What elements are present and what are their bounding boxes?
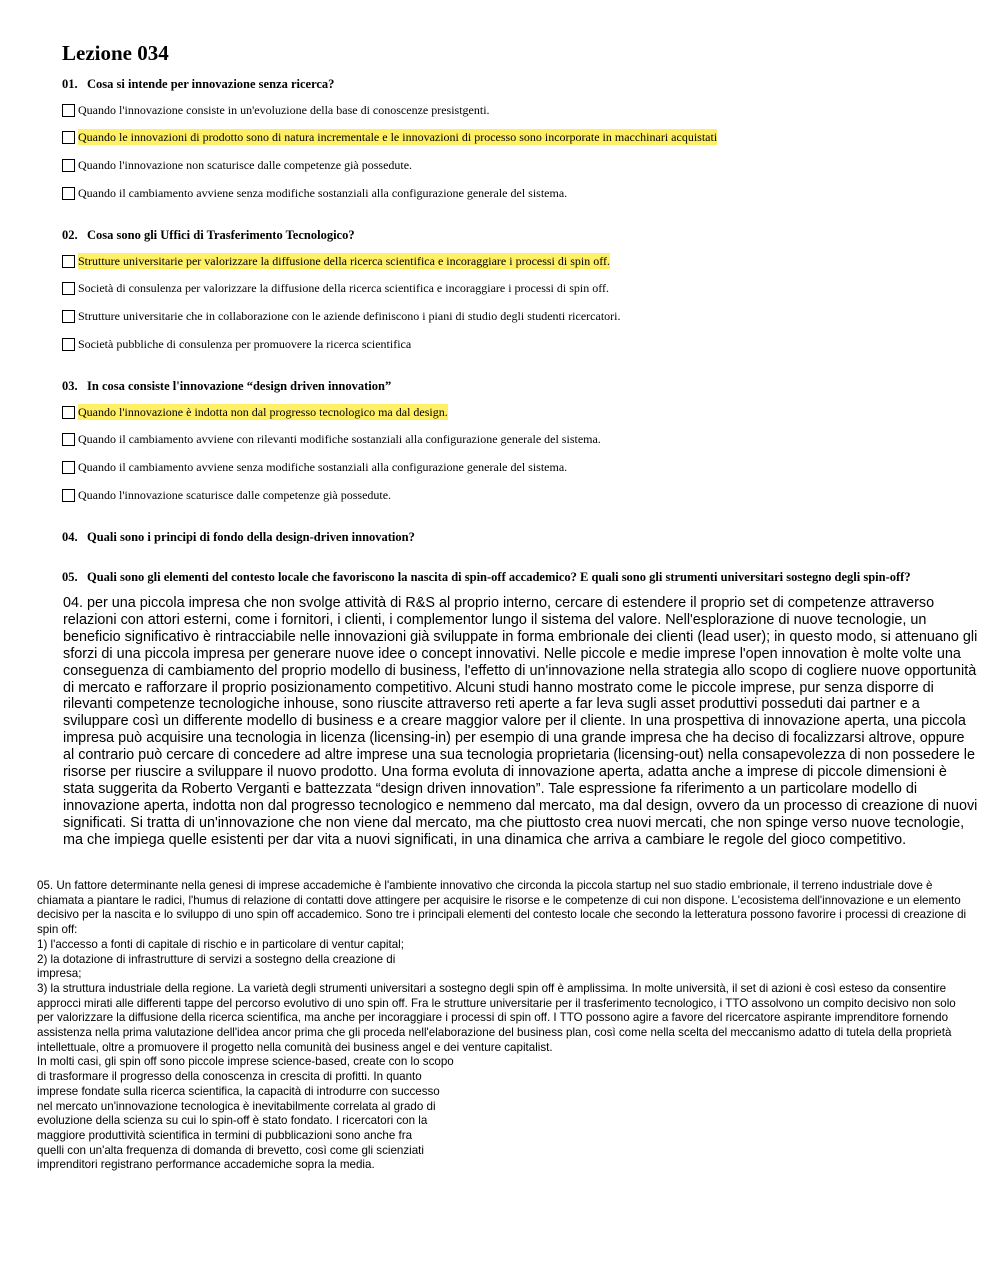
answer-option[interactable] xyxy=(62,102,490,118)
question-number: 05. xyxy=(62,570,78,584)
answer-option[interactable] xyxy=(62,157,412,173)
answer-05-line: 1) l'accesso a fonti di capitale di rischio e in particolare di ventur capital; xyxy=(37,937,404,951)
checkbox[interactable] xyxy=(62,104,75,117)
option-text-highlighted: Quando l'innovazione è indotta non dal progresso tecnologico ma dal design. xyxy=(78,405,448,419)
option-text-highlighted: Quando le innovazioni di prodotto sono di natura incrementale e le innovazioni di processo sono incorporate in macchinari acquistati xyxy=(78,130,718,144)
option-text: Strutture universitarie che in collaborazione con le aziende definiscono i piani di studio degli studenti ricercatori. xyxy=(78,309,621,323)
option-text: Quando l'innovazione non scaturisce dalle competenze già possedute. xyxy=(78,158,413,172)
question-text: Cosa si intende per innovazione senza ricerca? xyxy=(87,77,335,91)
checkbox[interactable] xyxy=(62,255,75,268)
lesson-title: Lezione 034 xyxy=(62,41,169,65)
answer-05-line: maggiore produttività scientifica in termini di pubblicazioni sono anche fra xyxy=(37,1128,413,1142)
question-text: In cosa consiste l'innovazione “design driven innovation” xyxy=(87,379,392,393)
answer-option[interactable] xyxy=(62,308,620,324)
checkbox[interactable] xyxy=(62,159,75,172)
answer-option[interactable] xyxy=(62,459,567,475)
answer-option-correct[interactable] xyxy=(62,129,717,145)
option-text-highlighted: Strutture universitarie per valorizzare la diffusione della ricerca scientifica e incoraggiare i processi di spin off. xyxy=(78,254,611,268)
checkbox[interactable] xyxy=(62,187,75,200)
checkbox[interactable] xyxy=(62,310,75,323)
answer-05-text xyxy=(37,879,972,1173)
answer-option-correct[interactable] xyxy=(62,253,610,269)
answer-05-line: imprese fondate sulla ricerca scientifica, la capacità di introdurre con successo xyxy=(37,1084,440,1098)
answer-option[interactable] xyxy=(62,185,567,201)
answer-04-text: 04. per una piccola impresa che non svolge attività di R&S al proprio interno, cercare di estendere il proprio set di competenze attraverso relazioni con attori esterni, come i fornitori, i clienti, i complementor lungo il sistema del valore. Nell'esplorazione di nuove tecnologie, un beneficio significativo è rintracciabile nelle innovazioni già sviluppate in forma embrionale dei clienti (lead user); in questo modo, si attenuano gli sforzi di una piccola impresa per generare nuove idee o concept innovativi. Nelle piccole e medie imprese l'open innovation è molte volte una conseguenza di cambiamento del proprio modello di business, l'effetto di un'innovazione nella strategia allo scopo di cogliere nuove opportunità di mercato e rafforzare il proprio posizionamento competitivo. Alcuni studi hanno mostrato come le piccole imprese, pur senza disporre di rilevanti competenze tecnologiche inhouse, sono riuscite attraverso reti aperte a far leva sugli asset produttivi posseduti dai partner e a sviluppare così un differente modello di business e a creare maggior valore per il cliente. In una prospettiva di innovazione aperta, una piccola impresa può acquisire una tecnologia in licenza (licensing-in) per esempio di una grande impresa che ha deciso di focalizzarsi altrove, oppure al contrario può cercare di concedere ad altre imprese una sua tecnologia proprietaria (licensing-out) nella consapevolezza di non possedere le risorse per riuscire a sviluppare il nuovo prodotto. Una forma evoluta di innovazione aperta, adatta anche a imprese di piccole dimensioni è stata suggerita da Roberto Verganti e battezzata “design driven innovation”. Tale espressione fa riferimento a un particolare modello di innovazione aperta, indotta non dal progresso tecnologico e nemmeno dal mercato, ma dal design, ovvero da un processo di creazione di nuovi significati. Si tratta di un'innovazione che non viene dal mercato, ma che piuttosto crea nuovi mercati, che non spinge verso nuove tecnologie, ma che impiega quelle esistenti per dar vita a nuovi significati, in una dinamica che arriva a cambiare le regole del gioco competitivo. xyxy=(63,595,978,848)
option-text: Società pubbliche di consulenza per promuovere la ricerca scientifica xyxy=(78,337,412,351)
question-number: 01. xyxy=(62,77,78,91)
answer-option[interactable] xyxy=(62,487,391,503)
checkbox[interactable] xyxy=(62,131,75,144)
answer-05-line: impresa; xyxy=(37,967,82,981)
option-text: Quando il cambiamento avviene con rilevanti modifiche sostanziali alla configurazione generale del sistema. xyxy=(78,432,601,446)
answer-option[interactable] xyxy=(62,280,609,296)
question-03-heading xyxy=(62,378,391,394)
question-number: 04. xyxy=(62,530,78,544)
option-text: Quando l'innovazione scaturisce dalle competenze già possedute. xyxy=(78,488,392,502)
answer-05-line: nel mercato un'innovazione tecnologica è inevitabilmente correlata al grado di xyxy=(37,1099,436,1113)
answer-option[interactable] xyxy=(62,336,411,352)
answer-05-paragraph: 05. Un fattore determinante nella genesi di imprese accademiche è l'ambiente innovativo che circonda la piccola startup nel suo stadio embrionale, il terreno industriale dove è chiamata a piantare le radici, l'humus di relazione di contatti dove attingere per acquisire le risorse e le competenze di cui non dispone. L'ecosistema dell'innovazione e un elemento decisivo per la nascita e lo sviluppo di uno spin off accademico. Sono tre i principali elementi del contesto locale che secondo la letteratura possono favorire i processi di creazione di spin off: xyxy=(37,879,967,937)
answer-05-paragraph: 3) la struttura industriale della regione. La varietà degli strumenti universitari a sostegno degli spin off è amplissima. In molte università, il set di azioni è così esteso da consentire approcci mirati alle differenti tappe del percorso evolutivo di uno spin off. Fra le strutture universitarie per il trasferimento tecnologico, i TTO assolvono un compito decisivo non solo per valorizzare la diffusione della ricerca scientifica, ma anche per incoraggiare i processi di spin off. I TTO possono agire a favore del ricercatore aspirante imprenditore fornendo assistenza nella prima valutazione dell'idea ancor prima che gli proceda nell'elaborazione del business plan, così come nella scelta del meccanismo adatto di tutela della proprietà intellettuale, oltre a promuovere il progetto nella comunità dei business angel e dei venture capitalist. xyxy=(37,981,956,1054)
checkbox[interactable] xyxy=(62,406,75,419)
answer-05-line: evoluzione della scienza su cui lo spin-off è stato fondato. I ricercatori con la xyxy=(37,1114,428,1128)
option-text: Quando l'innovazione consiste in un'evoluzione della base di conoscenze presistgenti. xyxy=(78,103,490,117)
answer-05-line: imprenditori registrano performance accademiche sopra la media. xyxy=(37,1158,375,1172)
checkbox[interactable] xyxy=(62,282,75,295)
option-text: Quando il cambiamento avviene senza modifiche sostanziali alla configurazione generale del sistema. xyxy=(78,186,568,200)
answer-option-correct[interactable] xyxy=(62,404,448,420)
checkbox[interactable] xyxy=(62,461,75,474)
answer-05-line: In molti casi, gli spin off sono piccole imprese science-based, create con lo scopo xyxy=(37,1055,454,1069)
answer-05-line: 2) la dotazione di infrastrutture di servizi a sostegno della creazione di xyxy=(37,952,396,966)
question-text: Quali sono i principi di fondo della design-driven innovation? xyxy=(87,530,415,544)
question-04-heading xyxy=(62,529,415,545)
checkbox[interactable] xyxy=(62,338,75,351)
answer-05-line: quelli con un'alta frequenza di domanda di brevetto, così come gli scienziati xyxy=(37,1143,424,1157)
question-number: 02. xyxy=(62,228,78,242)
option-text: Società di consulenza per valorizzare la diffusione della ricerca scientifica e incoraggiare i processi di spin off. xyxy=(78,281,609,295)
question-05-heading xyxy=(62,569,911,585)
question-text: Quali sono gli elementi del contesto locale che favoriscono la nascita di spin-off accademico? E quali sono gli strumenti universitari sostegno degli spin-off? xyxy=(87,570,911,584)
question-number: 03. xyxy=(62,379,78,393)
question-02-heading xyxy=(62,227,355,243)
checkbox[interactable] xyxy=(62,489,75,502)
question-01-heading xyxy=(62,76,334,92)
checkbox[interactable] xyxy=(62,433,75,446)
question-text: Cosa sono gli Uffici di Trasferimento Tecnologico? xyxy=(87,228,355,242)
option-text: Quando il cambiamento avviene senza modifiche sostanziali alla configurazione generale del sistema. xyxy=(78,460,568,474)
answer-option[interactable] xyxy=(62,431,601,447)
answer-05-line: di trasformare il progresso della conoscenza in crescita di profitti. In quanto xyxy=(37,1070,422,1084)
